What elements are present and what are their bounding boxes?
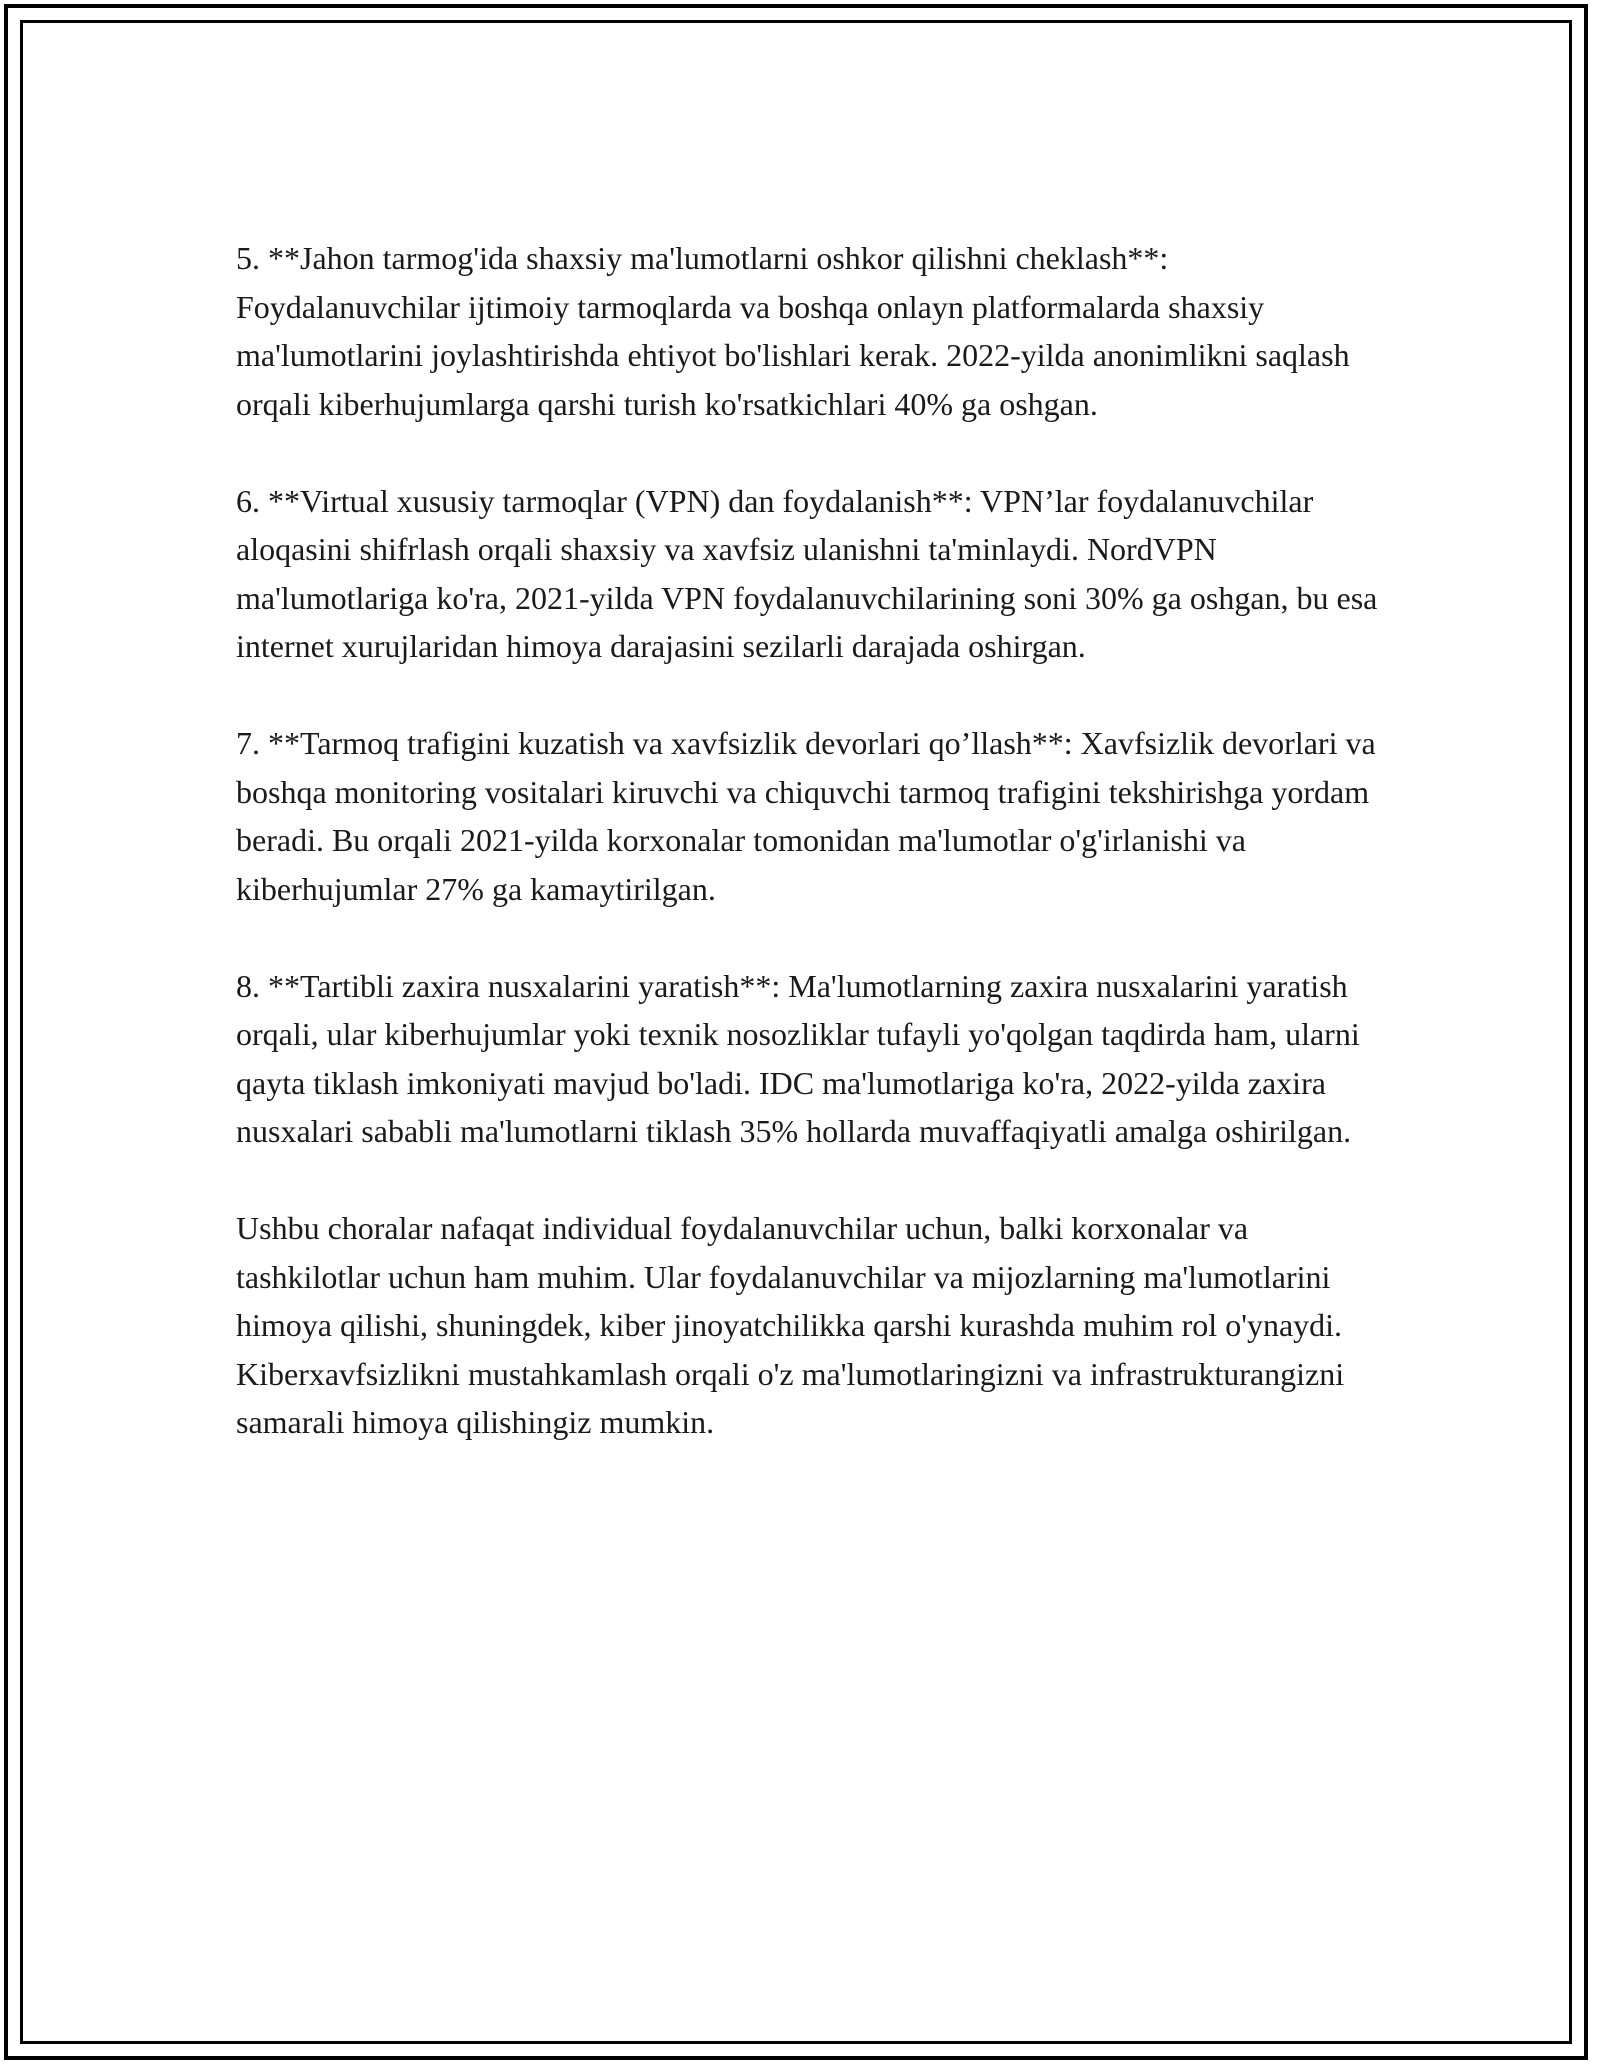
paragraph-conclusion: Ushbu choralar nafaqat individual foydalanuvchilar uchun, balki korxonalar va tashkilotlar uchun ham muhim. Ular foydalanuvchilar va mijozlarning ma'lumotlarini himoya qilishi, shuningdek, kiber jinoyatchilikka qarshi kurashda muhim rol o'ynaydi. Kiberxavfsizlikni mustahkamlash orqali o'z ma'lumotlaringizni va infrastrukturangizni samarali himoya qilishingiz mumkin. — [236, 1210, 1345, 1440]
paragraph-item-5: 5. **Jahon tarmog'ida shaxsiy ma'lumotlarni oshkor qilishni cheklash**: Foydalanuvchilar ijtimoiy tarmoqlarda va boshqa onlayn platformalarda shaxsiy ma'lumotlarini joylashtirishda ehtiyot bo'lishlari kerak. 2022-yilda anonimlikni saqlash orqali kiberhujumlarga qarshi turish ko'rsatkichlari 40% ga oshgan. — [236, 240, 1350, 422]
document-body — [236, 234, 1386, 1495]
paragraph-item-6: 6. **Virtual xususiy tarmoqlar (VPN) dan foydalanish**: VPN’lar foydalanuvchilar aloqasini shifrlash orqali shaxsiy va xavfsiz ulanishni ta'minlaydi. NordVPN ma'lumotlariga ko'ra, 2021-yilda VPN foydalanuvchilarining soni 30% ga oshgan, bu esa internet xurujlaridan himoya darajasini sezilarli darajada oshirgan. — [236, 482, 1378, 664]
paragraph-item-7: 7. **Tarmoq trafigini kuzatish va xavfsizlik devorlari qo’llash**: Xavfsizlik devorlari va boshqa monitoring vositalari kiruvchi va chiquvchi tarmoq trafigini tekshirishga yordam beradi. Bu orqali 2021-yilda korxonalar tomonidan ma'lumotlar o'g'irlanishi va kiberhujumlar 27% ga kamaytirilgan. — [236, 725, 1376, 907]
paragraph-item-8: 8. **Tartibli zaxira nusxalarini yaratish**: Ma'lumotlarning zaxira nusxalarini yaratish orqali, ular kiberhujumlar yoki texnik nosozliklar tufayli yo'qolgan taqdirda ham, ularni qayta tiklash imkoniyati mavjud bo'ladi. IDC ma'lumotlariga ko'ra, 2022-yilda zaxira nusxalari sababli ma'lumotlarni tiklash 35% hollarda muvaffaqiyatli amalga oshirilgan. — [236, 967, 1360, 1149]
